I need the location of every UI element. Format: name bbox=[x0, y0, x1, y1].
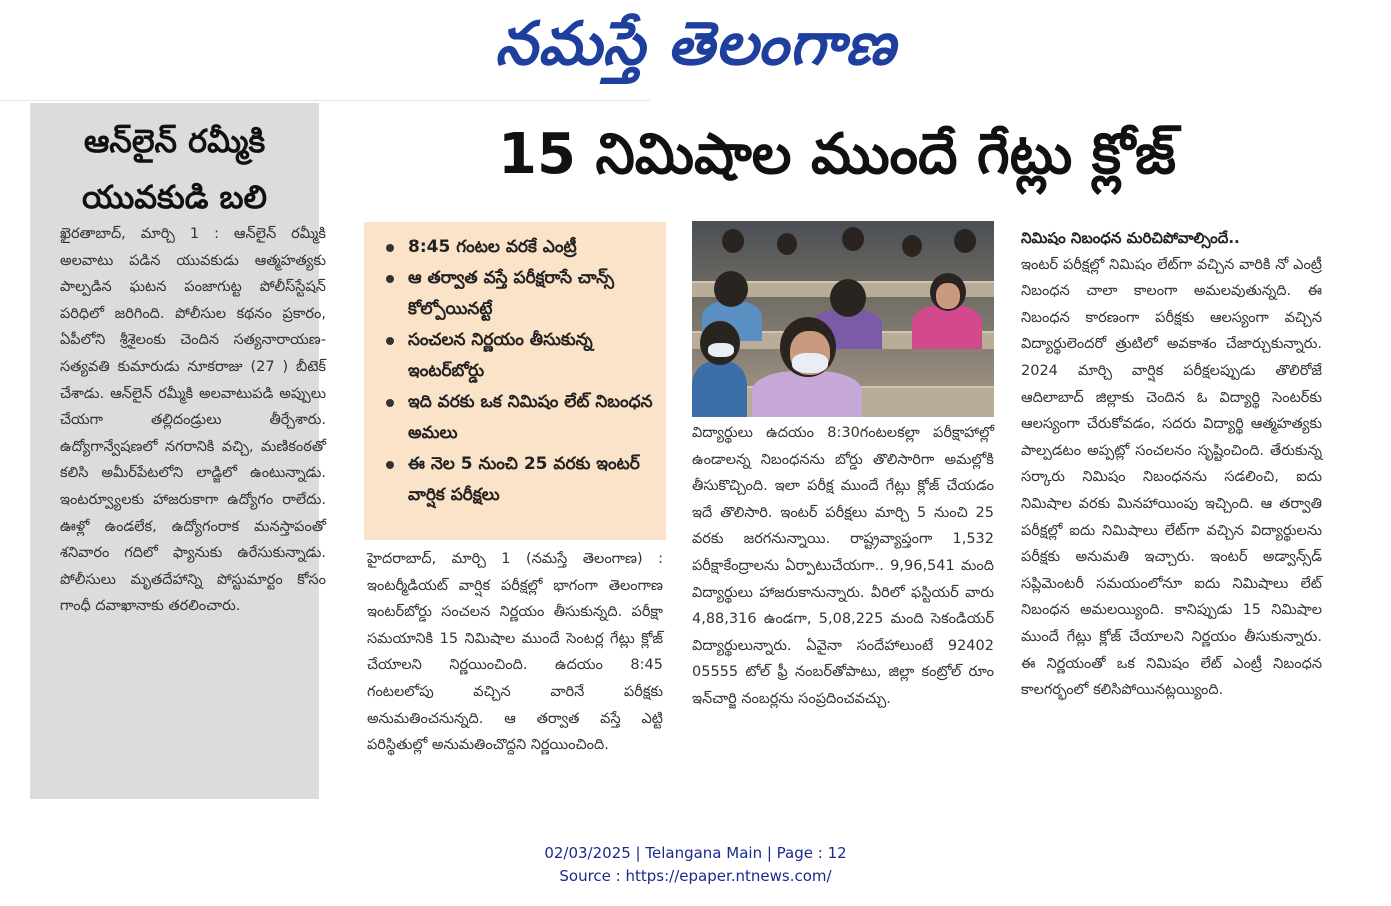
bullet-dot-icon bbox=[386, 461, 394, 469]
masthead-logo: నమస్తే తెలంగాణ bbox=[494, 9, 897, 79]
highlights-box bbox=[364, 222, 666, 540]
student-figure bbox=[752, 371, 862, 417]
sidebar-body-text: ఖైరతాబాద్, మార్చి 1 : ఆన్‌లైన్ రమ్మీకి అలవాటు పడిన యువకుడు ఆత్మహత్యకు పాల్పడిన ఘటన పంజాగుట్ట పోలీస్‌స్టేషన్ పరిధిలో జరిగింది. పోలీసుల కథనం ప్రకారం, ఏపీలోని శ్రీశైలంకు చెందిన సత్యనారాయణ-సత్యవతి కుమారుడు నూకరాజు (27 ) బీటెక్ చేశాడు. ఆన్‌లైన్ రమ్మీకి అలవాటుపడి అప్పులు చేయగా తల్లిదండ్రులు తీర్చేశారు. ఉద్యోగాన్వేషణలో నగరానికి వచ్చి, మణికంఠతో కలిసి అమీర్‌పేటలోని లాడ్జిలో ఉంటున్నాడు. ఇంటర్వ్యూలకు హాజరుకాగా ఉద్యోగం రాలేదు. ఊళ్లో ఉండలేక, ఉద్యోగంరాక మనస్తాపంతో శనివారం గదిలో ఫ్యానుకు ఉరేసుకున్నాడు. పోలీసులు మృతదేహాన్ని పోస్టుమార్టం కోసం గాంధీ దవాఖానాకు తరలించారు. bbox=[60, 226, 326, 615]
masthead bbox=[0, 0, 1391, 92]
student-figure bbox=[912, 305, 982, 349]
student-figure bbox=[936, 283, 960, 309]
column-2-text: హైదరాబాద్, మార్చి 1 (నమస్తే తెలంగాణ) : ఇంటర్మీడియట్ వార్షిక పరీక్షల్లో భాగంగా తెలంగాణ ఇంటర్‌బోర్డు సంచలన నిర్ణయం తీసుకున్నది. పరీక్షా సమయానికి 15 నిమిషాల ముందే సెంటర్ల గేట్లు క్లోజ్ చేయాలని నిర్ణయించింది. ఉదయం 8:45 గంటలలోపు వచ్చిన వారినే పరీక్షకు అనుమతించనున్నది. ఆ తర్వాత వస్తే ఎట్టి పరిస్థితుల్లో అనుమతించొద్దని నిర్ణయించింది. bbox=[367, 551, 663, 754]
bullet-dot-icon bbox=[386, 337, 394, 345]
student-figure bbox=[902, 235, 922, 257]
main-headline: 15 నిమిషాల ముందే గేట్లు క్లోజ్ bbox=[498, 122, 1176, 187]
article-column-4 bbox=[1021, 225, 1322, 704]
student-figure bbox=[692, 361, 747, 417]
student-figure bbox=[954, 229, 976, 253]
sidebar-headline-line1: ఆన్‌లైన్ రమ్మీకి bbox=[83, 122, 266, 160]
highlight-item: 8:45 గంటల వరకే ఎంట్రీ bbox=[386, 232, 666, 263]
footer-source-link[interactable]: Source : https://epaper.ntnews.com/ bbox=[559, 867, 832, 885]
student-figure bbox=[792, 353, 828, 373]
column-4-text: ఇంటర్ పరీక్షల్లో నిమిషం లేట్‌గా వచ్చిన వారికి నో ఎంట్రీ నిబంధన చాలా కాలంగా అమలవుతున్నది. ఈ నిబంధన కారణంగా పరీక్షకు ఆలస్యంగా వచ్చిన విద్యార్థులెందరో త్రుటిలో అవకాశం చేజార్చుకున్నారు. 2024 మార్చి వార్షిక పరీక్షలప్పుడు తొలిరోజే ఆదిలాబాద్ జిల్లాకు చెందిన ఓ విద్యార్థి సెంటర్‌కు ఆలస్యంగా చేరుకోవడం, సదరు విద్యార్థి ఆత్మహత్యకు పాల్పడటం అప్పట్లో సంచలనం సృష్టించింది. తేరుకున్న సర్కారు నిమిషం నిబంధనను సడలించి, ఐదు నిమిషాల వరకు మినహాయింపు ఇచ్చింది. ఆ తర్వాతి పరీక్షల్లో ఐదు నిమిషాలు లేట్‌గా వచ్చిన విద్యార్థులను పరీక్షకు అనుమతి ఇచ్చారు. ఇంటర్ అడ్వాన్స్‌డ్ సప్లిమెంటరీ సమయంలోనూ ఐదు నిమిషాలు లేట్ నిబంధన అమలయ్యింది. కానిప్పుడు 15 నిమిషాల ముందే గేట్లు క్లోజ్ చేయాలని నిర్ణయం తీసుకున్నారు. ఈ నిర్ణయంతో ఒక నిమిషం లేట్ ఎంట్రీ నిబంధన కాలగర్భంలో కలిసిపోయినట్లయ్యింది. bbox=[1021, 256, 1322, 699]
highlight-item: ఈ నెల 5 నుంచి 25 వరకు ఇంటర్ వార్షిక పరీక్షలు bbox=[386, 449, 666, 511]
bullet-dot-icon bbox=[386, 275, 394, 283]
student-figure bbox=[708, 343, 734, 357]
student-figure bbox=[842, 227, 864, 251]
bullet-dot-icon bbox=[386, 399, 394, 407]
article-column-3 bbox=[692, 420, 994, 713]
student-figure bbox=[777, 233, 797, 255]
student-figure bbox=[714, 271, 748, 307]
student-figure bbox=[830, 279, 866, 317]
masthead-divider bbox=[0, 100, 650, 101]
highlight-item: ఆ తర్వాత వస్తే పరీక్షరాసే చాన్స్ కోల్పోయినట్టే bbox=[386, 263, 666, 325]
highlights-list bbox=[364, 222, 666, 511]
sidebar-headline bbox=[30, 113, 319, 225]
exam-hall-photo bbox=[692, 221, 994, 417]
highlight-item: సంచలన నిర్ణయం తీసుకున్న ఇంటర్‌బోర్డు bbox=[386, 325, 666, 387]
sidebar-headline-line2: యువకుడి బలి bbox=[81, 178, 268, 216]
bullet-dot-icon bbox=[386, 244, 394, 252]
student-figure bbox=[722, 229, 744, 253]
highlight-item: ఇది వరకు ఒక నిమిషం లేట్ నిబంధన అమలు bbox=[386, 387, 666, 449]
footer-date-line: 02/03/2025 | Telangana Main | Page : 12 bbox=[544, 844, 847, 862]
column-3-text: విద్యార్థులు ఉదయం 8:30గంటలకల్లా పరీక్షాహాల్లో ఉండాలన్న నిబంధనను బోర్డు తొలిసారిగా అమల్లోకి తీసుకొచ్చింది. ఇలా పరీక్ష ముందే గేట్లు క్లోజ్ చేయడం ఇదే తొలిసారి. ఇంటర్ పరీక్షలు మార్చి 5 నుంచి 25 వరకు జరగనున్నాయి. రాష్ట్రవ్యాప్తంగా 1,532 పరీక్షాకేంద్రాలను ఏర్పాటుచేయగా.. 9,96,541 మంది విద్యార్థులు హాజరుకానున్నారు. వీరిలో ఫస్టియర్ వారు 4,88,316 ఉండగా, 5,08,225 మంది సెకండియర్ విద్యార్థులున్నారు. ఏవైనా సందేహాలుంటే 92402 05555 టోల్ ఫ్రీ నంబర్‌తోపాటు, జిల్లా కంట్రోల్ రూం ఇన్‌చార్జి నంబర్లను సంప్రదించవచ్చు. bbox=[692, 425, 994, 707]
column-4-subhead: నిమిషం నిబంధన మరిచిపోవాల్సిందే.. bbox=[1021, 229, 1240, 247]
article-column-2 bbox=[367, 546, 663, 759]
sidebar-story bbox=[30, 103, 326, 799]
sidebar-body bbox=[60, 221, 326, 620]
